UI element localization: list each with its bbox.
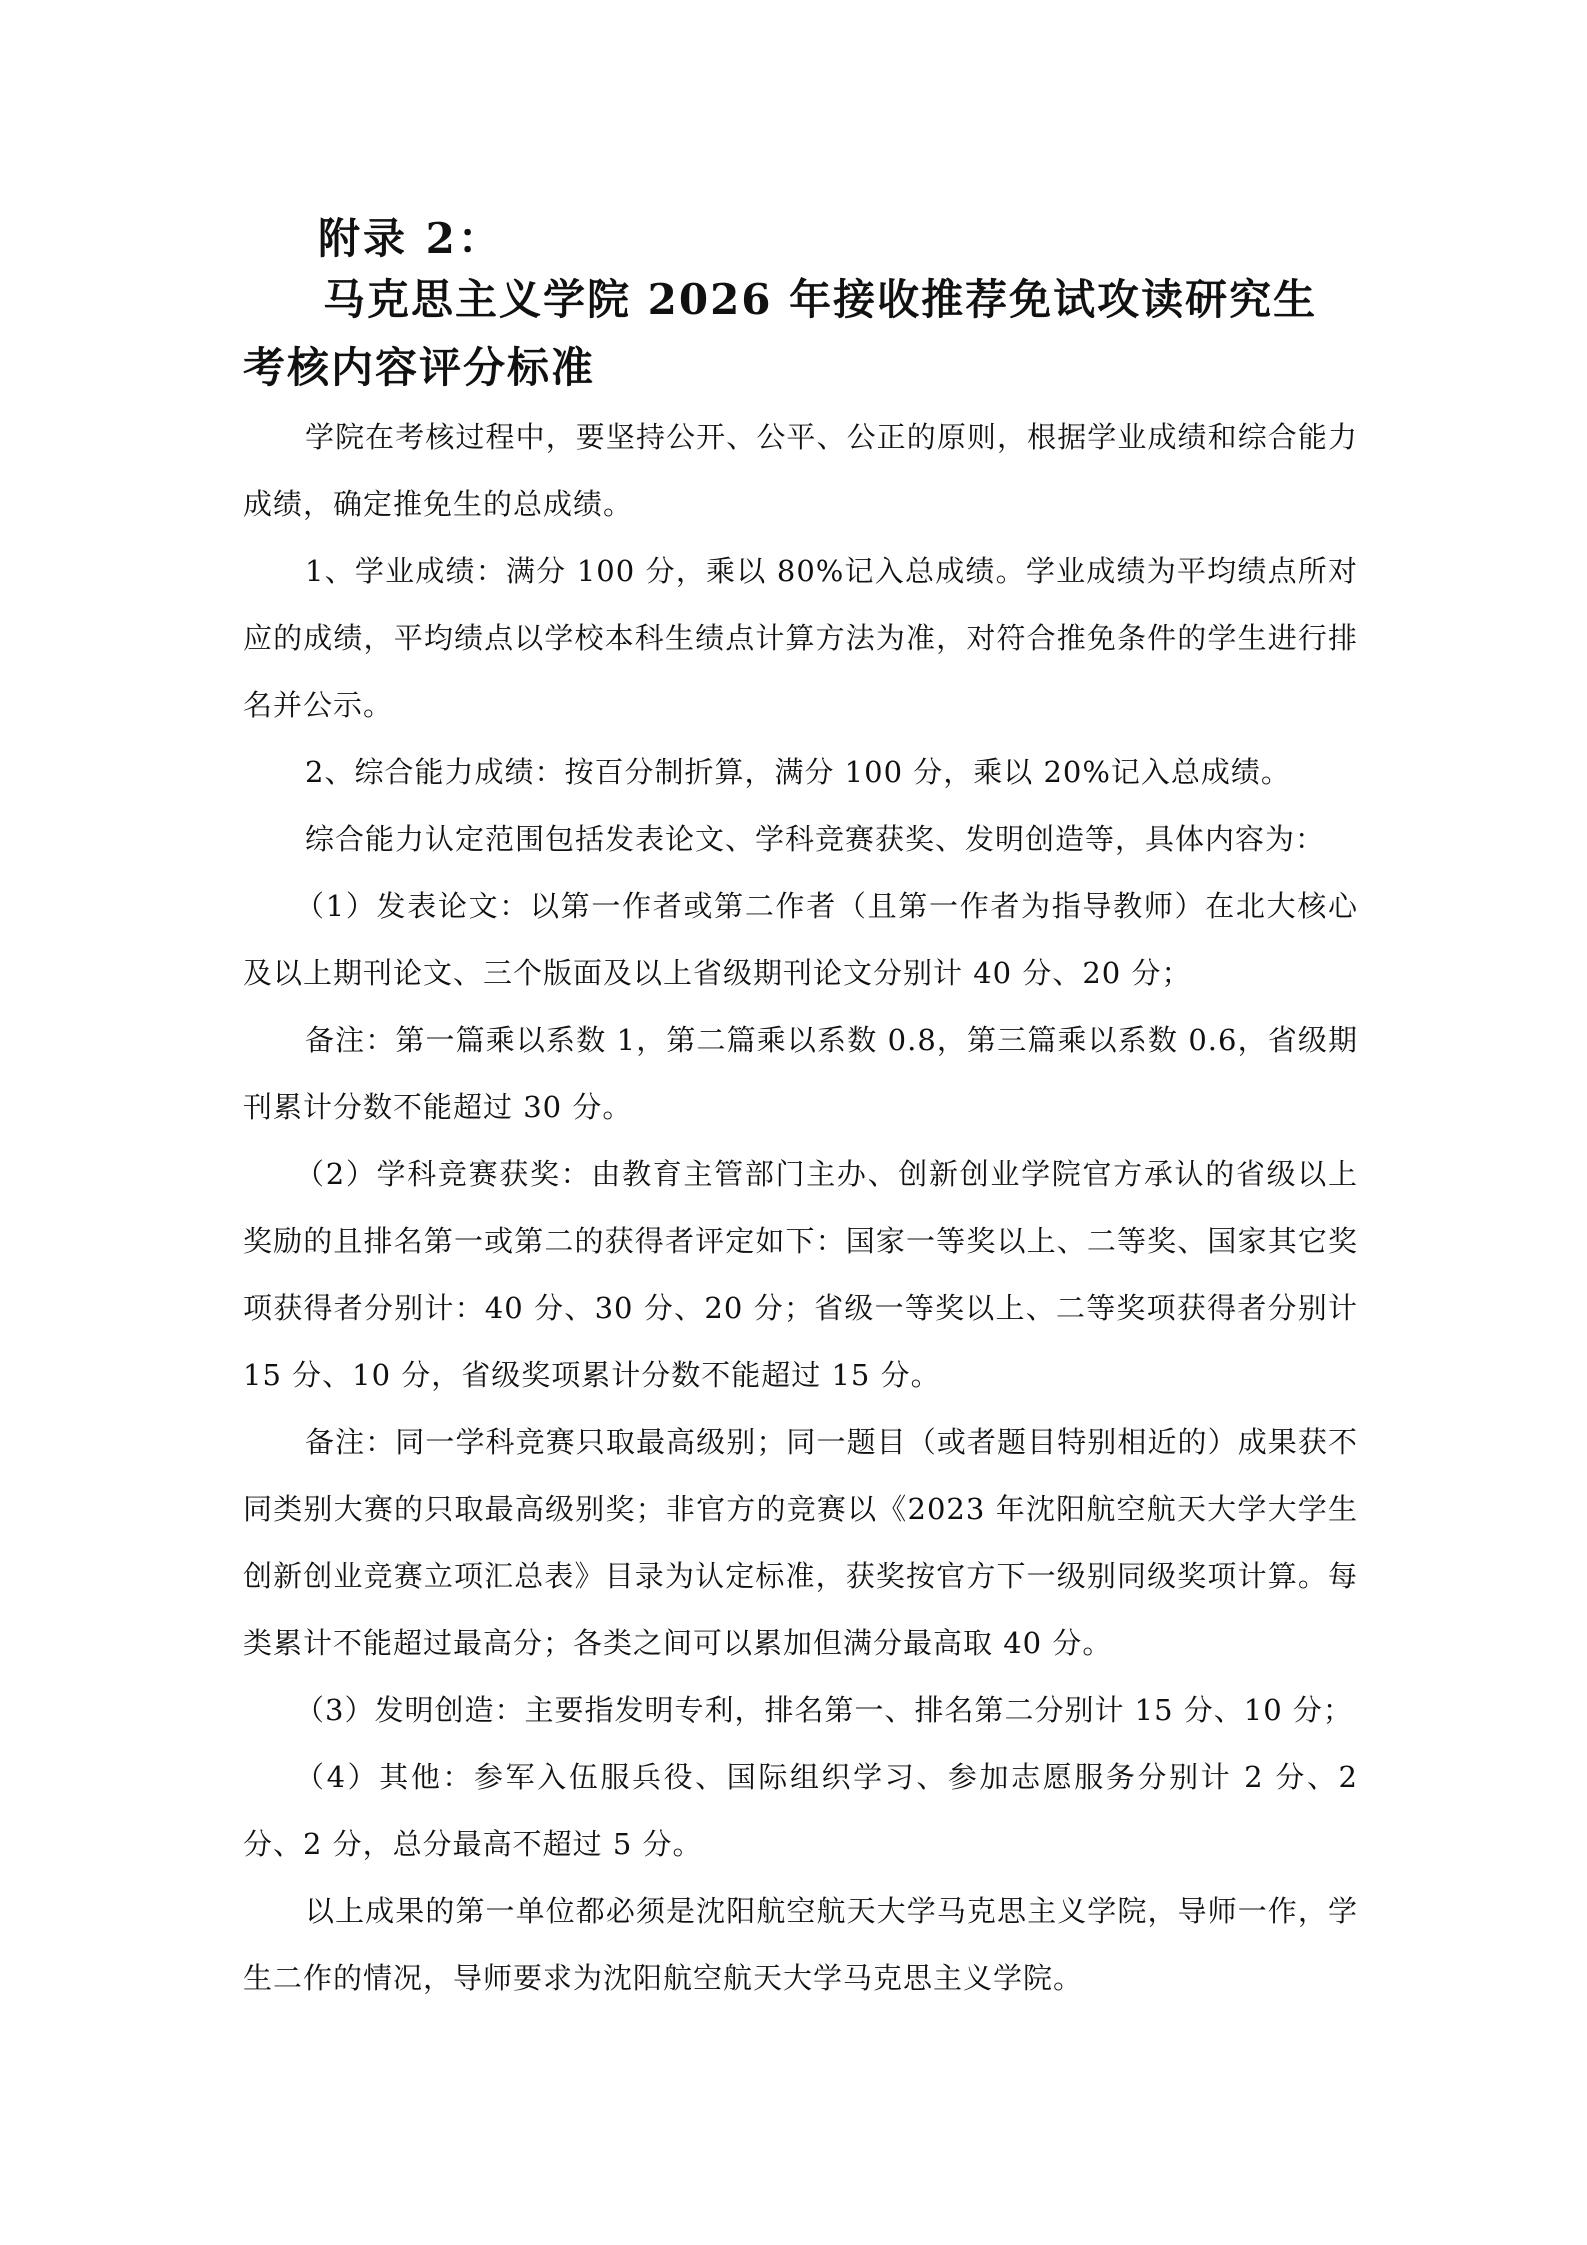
document-title: 马克思主义学院 2026 年接收推荐免试攻读研究生考核内容评分标准: [243, 275, 1318, 392]
appendix-label: 附录 2：: [318, 214, 503, 263]
paragraph-academic-score: 1、学业成绩：满分 100 分，乘以 80%记入总成绩。学业成绩为平均绩点所对应的成绩，平均绩点以学校本科生绩点计算方法为准，对符合推免条件的学生进行排名并公示。: [243, 554, 1358, 722]
paragraph-ability-scope: 综合能力认定范围包括发表论文、学科竞赛获奖、发明创造等，具体内容为：: [305, 822, 1326, 856]
document-body: [243, 404, 1358, 2012]
paragraph-competitions-note: 备注：同一学科竞赛只取最高级别；同一题目（或者题目特别相近的）成果获不同类别大赛的只取最高级别奖；非官方的竞赛以《2023 年沈阳航空航天大学大学生创新创业竞赛立项汇总表》目录为认定标准，获奖按官方下一级别同级奖项计算。每类累计不能超过最高分；各类之间可以累加但满分最高取 40 分。: [243, 1425, 1358, 1660]
paragraph-competitions: （2）学科竞赛获奖：由教育主管部门主办、创新创业学院官方承认的省级以上奖励的且排名第一或第二的获得者评定如下：国家一等奖以上、二等奖、国家其它奖项获得者分别计：40 分、30 分、20 分；省级一等奖以上、二等奖项获得者分别计 15 分、10 分，省级奖项累计分数不能超过 15 分。: [243, 1157, 1358, 1392]
paragraph-ability-score: 2、综合能力成绩：按百分制折算，满分 100 分，乘以 20%记入总成绩。: [305, 755, 1291, 789]
paragraph-papers-note: 备注：第一篇乘以系数 1，第二篇乘以系数 0.8，第三篇乘以系数 0.6，省级期刊累计分数不能超过 30 分。: [243, 1023, 1358, 1124]
paragraph-other: （4）其他：参军入伍服兵役、国际组织学习、参加志愿服务分别计 2 分、2 分、2 分，总分最高不超过 5 分。: [243, 1760, 1358, 1861]
paragraph-first-unit: 以上成果的第一单位都必须是沈阳航空航天大学马克思主义学院，导师一作，学生二作的情况，导师要求为沈阳航空航天大学马克思主义学院。: [243, 1894, 1358, 1995]
paragraph-papers: （1）发表论文：以第一作者或第二作者（且第一作者为指导教师）在北大核心及以上期刊论文、三个版面及以上省级期刊论文分别计 40 分、20 分；: [243, 889, 1358, 990]
paragraph-inventions: （3）发明创造：主要指发明专利，排名第一、排名第二分别计 15 分、10 分；: [295, 1693, 1353, 1727]
paragraph-intro: 学院在考核过程中，要坚持公开、公平、公正的原则，根据学业成绩和综合能力成绩，确定推免生的总成绩。: [243, 420, 1358, 521]
